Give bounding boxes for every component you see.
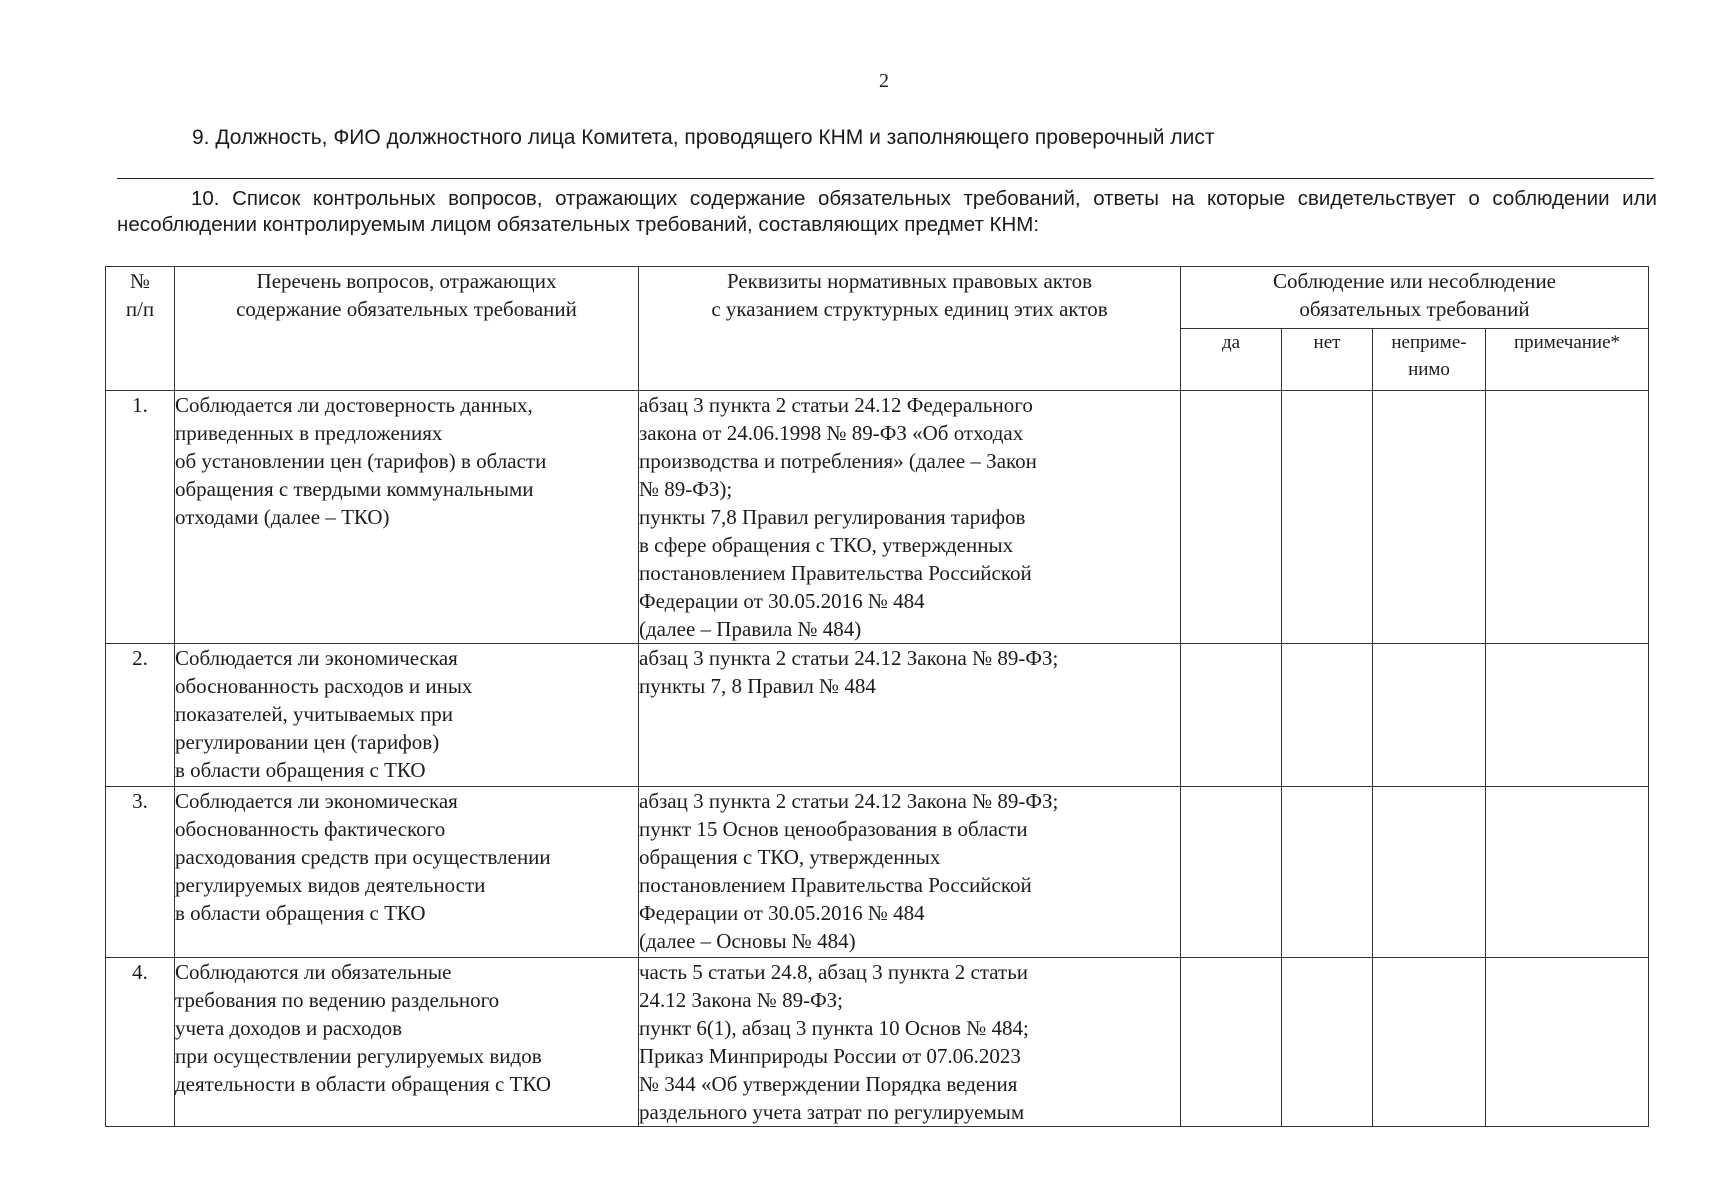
requisites-line: постановлением Правительства Российской: [639, 561, 1032, 585]
cell-yes[interactable]: [1181, 644, 1282, 787]
question-line: приведенных в предложениях: [175, 421, 443, 445]
header-note: примечание*: [1486, 329, 1649, 391]
table-row: [106, 958, 1649, 1127]
requisites-line: пункты 7,8 Правил регулирования тарифов: [639, 505, 1026, 529]
cell-no[interactable]: [1282, 644, 1373, 787]
header-na-line: неприме-: [1391, 332, 1467, 353]
table-row: [106, 391, 1649, 644]
question-line: показателей, учитываемых при: [175, 702, 454, 726]
question-line: Соблюдается ли экономическая: [175, 646, 458, 670]
question-line: в области обращения с ТКО: [175, 758, 426, 782]
cell-note[interactable]: [1486, 391, 1649, 644]
row-question: [175, 391, 639, 644]
question-line: Соблюдается ли достоверность данных,: [175, 393, 533, 417]
question-line: регулируемых видов деятельности: [175, 873, 486, 897]
question-line: требования по ведению раздельного: [175, 988, 500, 1012]
requisites-line: Федерации от 30.05.2016 № 484: [639, 589, 925, 613]
header-questions-line: содержание обязательных требований: [236, 297, 577, 321]
row-question: [175, 787, 639, 958]
question-line: Соблюдаются ли обязательные: [175, 960, 452, 984]
row-requisites: [639, 644, 1181, 787]
requisites-line: № 89-ФЗ);: [639, 477, 733, 501]
table-row: [106, 787, 1649, 958]
requisites-line: пункт 6(1), абзац 3 пункта 10 Основ № 484;: [639, 1016, 1029, 1040]
header-requisites-line: с указанием структурных единиц этих актов: [711, 297, 1108, 321]
cell-no[interactable]: [1282, 391, 1373, 644]
cell-yes[interactable]: [1181, 787, 1282, 958]
row-requisites: [639, 787, 1181, 958]
cell-not-applicable[interactable]: [1373, 958, 1486, 1127]
requisites-line: абзац 3 пункта 2 статьи 24.12 Закона № 89-ФЗ;: [639, 789, 1059, 813]
cell-no[interactable]: [1282, 958, 1373, 1127]
requisites-line: № 344 «Об утверждении Порядка ведения: [639, 1072, 1018, 1096]
requisites-line: (далее – Правила № 484): [639, 617, 862, 641]
row-number: 2.: [106, 644, 175, 787]
requisites-line: (далее – Основы № 484): [639, 929, 856, 953]
header-num-line: п/п: [125, 297, 155, 321]
checklist-table: [105, 266, 1649, 1127]
header-num-line: №: [129, 269, 151, 293]
question-line: отходами (далее – ТКО): [175, 505, 390, 529]
question-line: при осуществлении регулируемых видов: [175, 1044, 542, 1068]
header-compliance: [1181, 267, 1649, 329]
row-number: 4.: [106, 958, 175, 1127]
cell-not-applicable[interactable]: [1373, 391, 1486, 644]
table-row: [106, 644, 1649, 787]
requisites-line: обращения с ТКО, утвержденных: [639, 845, 941, 869]
cell-yes[interactable]: [1181, 958, 1282, 1127]
row-number: 3.: [106, 787, 175, 958]
cell-note[interactable]: [1486, 787, 1649, 958]
header-questions-line: Перечень вопросов, отражающих: [256, 269, 557, 293]
question-line: обращения с твердыми коммунальными: [175, 477, 534, 501]
fill-in-line: [117, 178, 1654, 179]
question-line: обоснованность фактического: [175, 817, 446, 841]
question-line: в области обращения с ТКО: [175, 901, 426, 925]
requisites-line: пункт 15 Основ ценообразования в области: [639, 817, 1028, 841]
requisites-line: постановлением Правительства Российской: [639, 873, 1032, 897]
question-line: Соблюдается ли экономическая: [175, 789, 458, 813]
item-9-text: 9. Должность, ФИО должностного лица Комитета, проводящего КНМ и заполняющего проверочный лист: [192, 126, 1215, 149]
header-no: нет: [1282, 329, 1373, 391]
row-requisites: [639, 958, 1181, 1127]
question-line: учета доходов и расходов: [175, 1016, 403, 1040]
item-10-text: 10. Список контрольных вопросов, отражающих содержание обязательных требований, ответы на которые свидетельствует о соблюдении или несоблюдении контролируемым лицом обязательных требований, составляющих предмет КНМ:: [117, 187, 1657, 236]
question-line: регулировании цен (тарифов): [175, 730, 440, 754]
requisites-line: пункты 7, 8 Правил № 484: [639, 674, 876, 698]
question-line: деятельности в области обращения с ТКО: [175, 1072, 552, 1096]
question-line: расходования средств при осуществлении: [175, 845, 551, 869]
requisites-line: в сфере обращения с ТКО, утвержденных: [639, 533, 1014, 557]
requisites-line: Федерации от 30.05.2016 № 484: [639, 901, 925, 925]
header-requisites-line: Реквизиты нормативных правовых актов: [726, 269, 1093, 293]
cell-yes[interactable]: [1181, 391, 1282, 644]
cell-no[interactable]: [1282, 787, 1373, 958]
requisites-line: абзац 3 пункта 2 статьи 24.12 Закона № 89-ФЗ;: [639, 646, 1059, 670]
requisites-line: закона от 24.06.1998 № 89-ФЗ «Об отходах: [639, 421, 1024, 445]
requisites-line: производства и потребления» (далее – Закон: [639, 449, 1037, 473]
requisites-line: Приказ Минприроды России от 07.06.2023: [639, 1044, 1021, 1068]
cell-not-applicable[interactable]: [1373, 644, 1486, 787]
requisites-line: 24.12 Закона № 89-ФЗ;: [639, 988, 844, 1012]
row-question: [175, 644, 639, 787]
header-yes: да: [1181, 329, 1282, 391]
header-na-line: нимо: [1408, 359, 1450, 380]
header-num: [106, 267, 175, 391]
header-not-applicable: [1373, 329, 1486, 391]
row-number: 1.: [106, 391, 175, 644]
row-requisites: [639, 391, 1181, 644]
page-number: 2: [879, 70, 889, 92]
question-line: обоснованность расходов и иных: [175, 674, 473, 698]
header-compliance-line: обязательных требований: [1299, 297, 1530, 321]
requisites-line: часть 5 статьи 24.8, абзац 3 пункта 2 статьи: [639, 960, 1029, 984]
header-requisites: [639, 267, 1181, 391]
cell-not-applicable[interactable]: [1373, 787, 1486, 958]
header-compliance-line: Соблюдение или несоблюдение: [1273, 269, 1556, 293]
cell-note[interactable]: [1486, 644, 1649, 787]
question-line: об установлении цен (тарифов) в области: [175, 449, 547, 473]
row-question: [175, 958, 639, 1127]
requisites-line: абзац 3 пункта 2 статьи 24.12 Федерального: [639, 393, 1033, 417]
requisites-line: раздельного учета затрат по регулируемым: [639, 1100, 1025, 1124]
header-questions: [175, 267, 639, 391]
cell-note[interactable]: [1486, 958, 1649, 1127]
